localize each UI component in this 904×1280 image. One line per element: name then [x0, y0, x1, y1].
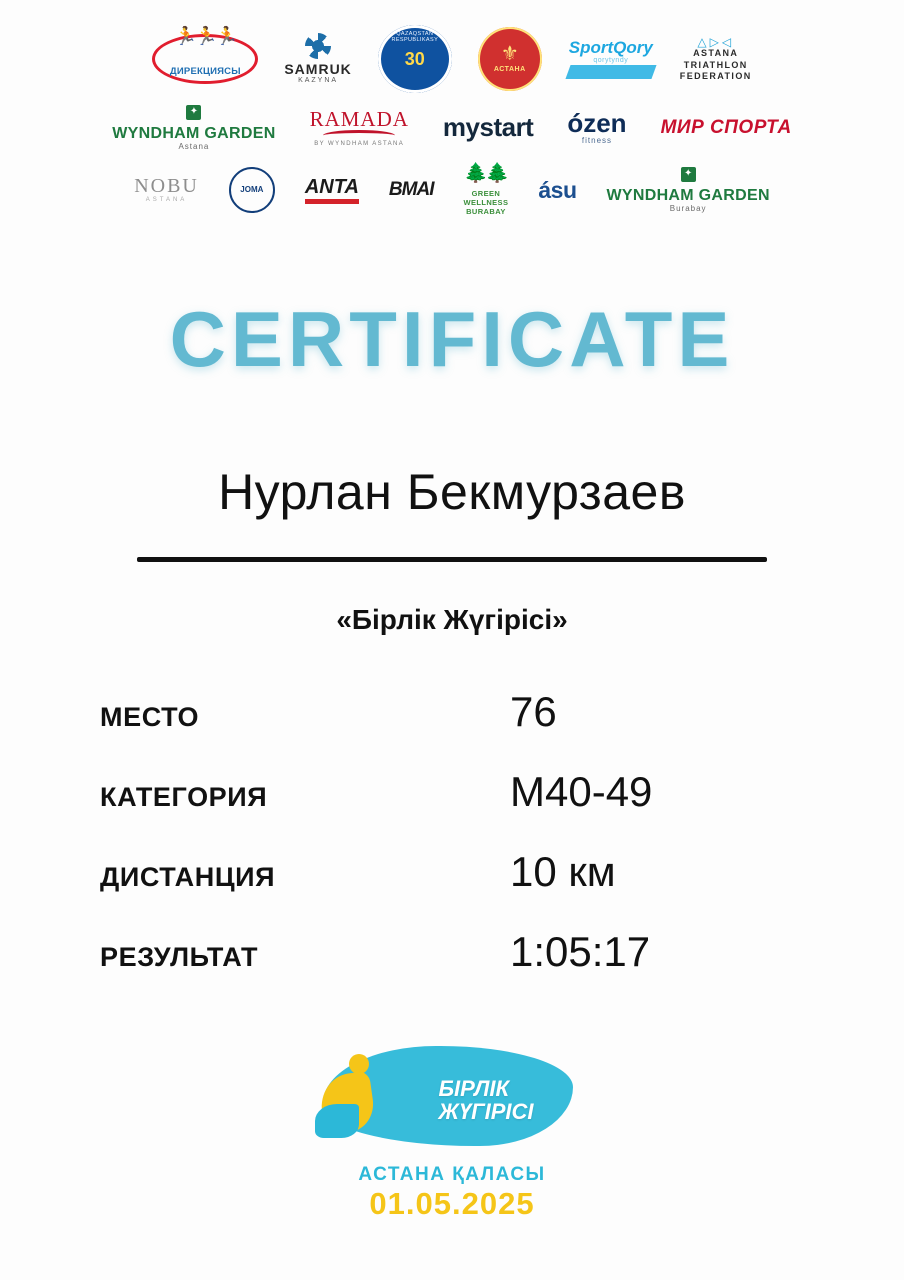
wyndham-burabay-text: WYNDHAM GARDEN [606, 186, 770, 204]
bmai-logo: BMAI [388, 179, 434, 201]
wyndham-burabay-subtext: Burabay [669, 203, 707, 213]
direkciyasy-logo-text: ДИРЕКЦИЯСЫ [169, 66, 241, 78]
sponsor-logo-row-2 [0, 102, 904, 154]
anta-bar-icon [305, 199, 359, 204]
samruk-logo-subtext: KAZYNA [298, 77, 339, 85]
result-value-distance: 10 км [510, 848, 616, 895]
atf-line1: ASTANA [693, 48, 739, 59]
ozen-text: ózen [567, 108, 627, 139]
table-row [100, 688, 904, 768]
page-title: CERTIFICATE [169, 295, 735, 383]
trees-icon: 🌲🌲 [464, 163, 508, 185]
wyndham-garden-astana-logo [112, 105, 275, 151]
result-value-category: M40-49 [510, 768, 653, 815]
sport-qory-subtext: qorytyndy [593, 56, 629, 64]
wyndham-astana-subtext: Astana [178, 141, 210, 151]
sponsor-logos [0, 0, 904, 216]
results-table [0, 688, 904, 1008]
kazakhstan-map-icon [287, 1042, 617, 1158]
event-name: «Бірлік Жүгірісі» [336, 604, 568, 635]
samruk-mark-icon [305, 33, 331, 59]
divider [137, 557, 767, 562]
sport-qory-text: SportQory [568, 37, 653, 57]
runner-leg [315, 1104, 359, 1138]
anta-logo [305, 177, 359, 204]
ramada-text: RAMADA [309, 107, 409, 132]
runner-icon [311, 1052, 391, 1144]
emblem-date: 01.05.2025 [369, 1186, 535, 1221]
samruk-logo-text: SAMRUK [284, 61, 352, 78]
emblem-number: 30 [404, 48, 425, 69]
ozen-subtext: fitness [581, 136, 613, 146]
triathlon-shapes-icon: △▷◁ [697, 34, 735, 49]
runners-icon: 🏃🏃🏃 [174, 26, 236, 46]
nobu-text: NOBU [134, 175, 199, 198]
mystart-logo: mystart [442, 112, 534, 143]
ozen-fitness-logo [567, 110, 626, 146]
result-label-time: РЕЗУЛЬТАТ [100, 942, 259, 972]
table-row [100, 848, 904, 928]
wyndham-mark-icon: ✦ [186, 105, 201, 120]
direkciyasy-logo [152, 26, 258, 84]
event-emblem [287, 1042, 617, 1222]
green-wellness-burabay-logo [463, 164, 508, 216]
certificate-title-wrap [0, 294, 904, 385]
kazakhstan-30-years-emblem [378, 25, 452, 93]
astana-triathlon-federation-logo [680, 36, 752, 82]
mir-sporta-logo: МИР СПОРТА [660, 117, 792, 139]
emblem-brand-line1: БІРЛІК [438, 1075, 510, 1101]
wyndham-garden-burabay-logo [607, 167, 770, 213]
ramada-swoosh-icon [323, 130, 395, 141]
emblem-city: АСТАНА ҚАЛАСЫ [358, 1164, 546, 1185]
anta-text: ANTA [304, 175, 359, 198]
ramada-astana-logo [310, 108, 409, 147]
astana-city-emblem [478, 27, 542, 91]
wyndham-astana-text: WYNDHAM GARDEN [112, 124, 276, 142]
sport-qory-logo [568, 39, 654, 79]
emblem-brand [438, 1077, 533, 1123]
result-label-place: МЕСТО [100, 702, 200, 732]
crest-icon: ⚜ [500, 43, 519, 66]
atf-line2: TRIATHLON [683, 59, 748, 70]
gwb-line3: BURABAY [466, 206, 506, 216]
wyndham-burabay-mark-icon: ✦ [681, 167, 696, 182]
asu-logo: ásu [538, 176, 577, 203]
gwb-line1: GREEN [471, 188, 501, 198]
result-value-place: 76 [510, 688, 557, 735]
result-value-time: 1:05:17 [510, 928, 651, 975]
astana-emblem-text: АСТАНА [493, 66, 526, 74]
atf-line3: FEDERATION [679, 70, 752, 81]
joma-logo: JOMA [229, 167, 275, 213]
recipient-name: Нурлан Бекмурзаев [218, 464, 686, 520]
samruk-kazyna-logo [284, 33, 351, 84]
nobu-subtext: ASTANA [145, 197, 188, 204]
sponsor-logo-row-1 [0, 22, 904, 96]
nobu-logo [134, 176, 199, 203]
ramada-subtext: BY WYNDHAM ASTANA [314, 141, 405, 148]
emblem-brand-line2: ЖҮГІРІСІ [438, 1099, 534, 1124]
result-label-category: КАТЕГОРИЯ [100, 782, 268, 812]
table-row [100, 928, 904, 1008]
result-label-distance: ДИСТАНЦИЯ [100, 862, 276, 892]
sponsor-logo-row-3 [0, 164, 904, 216]
sport-qory-shape-icon [565, 65, 656, 79]
table-row [100, 768, 904, 848]
direkciyasy-ring [152, 26, 258, 84]
gwb-line2: WELLNESS [463, 197, 509, 207]
emblem-arc-text: QAZAQSTAN RESPUBLIKASY [391, 31, 439, 43]
